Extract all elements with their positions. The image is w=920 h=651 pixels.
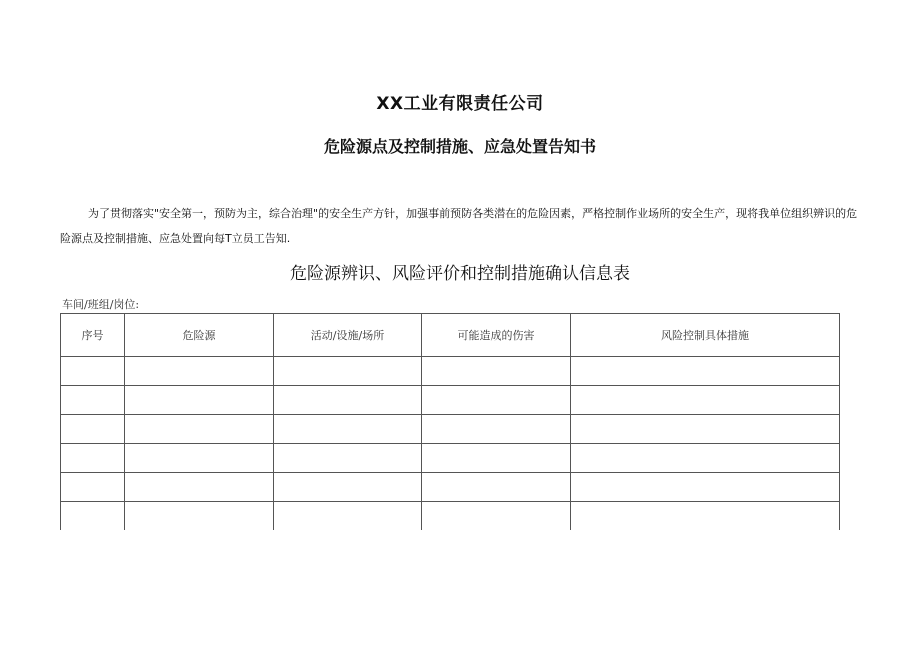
- table-cell[interactable]: [422, 502, 571, 531]
- table-cell[interactable]: [61, 415, 125, 444]
- table-cell[interactable]: [125, 357, 274, 386]
- column-header-activity: 活动/设施/场所: [274, 314, 422, 357]
- table-cell[interactable]: [422, 444, 571, 473]
- table-cell[interactable]: [61, 473, 125, 502]
- document-title: 危险源点及控制措施、应急处置告知书: [323, 137, 596, 156]
- intro-paragraph: 为了贯彻落实"安全第一，预防为主，综合治理"的安全生产方针，加强事前预防各类潜在的危险因素，严格控制作业场所的安全生产，现将我单位组织辨识的危险源点及控制措施、应急处置向每T立员工告知.: [60, 207, 858, 245]
- table-cell[interactable]: [571, 444, 840, 473]
- column-header-control: 风险控制具体措施: [571, 314, 840, 357]
- table-cell[interactable]: [125, 502, 274, 531]
- table-cell[interactable]: [422, 357, 571, 386]
- table-row: [61, 502, 840, 531]
- table-cell[interactable]: [274, 444, 422, 473]
- table-cell[interactable]: [274, 473, 422, 502]
- table-cell[interactable]: [274, 415, 422, 444]
- table-cell[interactable]: [61, 444, 125, 473]
- table-cell[interactable]: [125, 415, 274, 444]
- hazard-table: [60, 313, 840, 530]
- table-cell[interactable]: [274, 502, 422, 531]
- table-row: [61, 473, 840, 502]
- table-row: [61, 444, 840, 473]
- column-header-index: 序号: [61, 314, 125, 357]
- table-row: [61, 386, 840, 415]
- table-cell[interactable]: [571, 473, 840, 502]
- position-label: 车间/班组/岗位:: [62, 298, 140, 311]
- table-cell[interactable]: [125, 386, 274, 415]
- table-title: 危险源辨识、风险评价和控制措施确认信息表: [290, 264, 630, 284]
- table-cell[interactable]: [125, 444, 274, 473]
- table-header-row: [61, 314, 840, 357]
- table-cell[interactable]: [61, 357, 125, 386]
- table-cell[interactable]: [61, 502, 125, 531]
- table-cell[interactable]: [274, 357, 422, 386]
- table-cell[interactable]: [571, 415, 840, 444]
- table-cell[interactable]: [422, 415, 571, 444]
- table-cell[interactable]: [422, 386, 571, 415]
- table-cell[interactable]: [571, 386, 840, 415]
- column-header-injury: 可能造成的伤害: [422, 314, 571, 357]
- table-cell[interactable]: [125, 473, 274, 502]
- table-cell[interactable]: [422, 473, 571, 502]
- table-cell[interactable]: [571, 502, 840, 531]
- table-row: [61, 415, 840, 444]
- table-cell[interactable]: [61, 386, 125, 415]
- column-header-hazard: 危险源: [125, 314, 274, 357]
- company-name: XX工业有限责任公司: [376, 94, 544, 114]
- table-cell[interactable]: [571, 357, 840, 386]
- table-row: [61, 357, 840, 386]
- table-cell[interactable]: [274, 386, 422, 415]
